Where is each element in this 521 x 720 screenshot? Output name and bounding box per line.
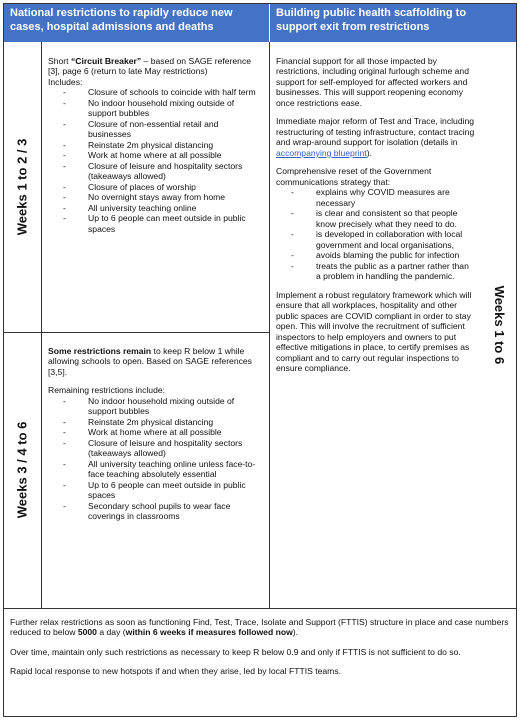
regulatory-framework-text: Implement a robust regulatory framework which will ensure that all workplaces, hospitality and other public spaces are COVID compliant in order to stay open. This will involve the recruitment of sufficient inspectors to help employers and owners to put effective mitigations in place, to certify premises as compliant and to carry out regular inspections to ensure compliance. [276, 289, 472, 374]
test-and-trace-text: Immediate major reform of Test and Trace, including restructuring of testing infrastructure, contact tracing and wrap-around support for isolation (details in accompanying blueprint). [276, 116, 475, 158]
list-item: - Reinstate 2m physical distancing [63, 417, 263, 427]
bottom-summary [4, 608, 516, 716]
phase2-list [48, 396, 263, 522]
maintain-restrictions-text: Over time, maintain only such restrictions as necessary to keep R below 0.9 and only if FTTIS is not sufficient to do so. [10, 646, 461, 657]
weeks-1-to-6-label-cell [482, 42, 516, 608]
list-item: - avoids blaming the public for infection [291, 250, 476, 260]
header-national-restrictions: National restrictions to rapidly reduce new cases, hospital admissions and deaths [4, 4, 270, 42]
communications-text: Comprehensive reset of the Government communications strategy that: [276, 166, 432, 187]
list-item: - Reinstate 2m physical distancing [63, 140, 263, 150]
list-item: - Closure of places of worship [63, 182, 263, 192]
phase1-cell [42, 42, 270, 332]
list-item: - No indoor household mixing outside of support bubbles [63, 396, 263, 417]
restrictions-table [3, 3, 517, 717]
phase2-cell [42, 332, 270, 608]
list-item: - Secondary school pupils to wear face coverings in classrooms [63, 501, 263, 522]
phase2-remaining: Remaining restrictions include: [48, 385, 166, 396]
list-item: - Closure of leisure and hospitality sectors (takeaways allowed) [63, 438, 263, 459]
list-item: - No indoor household mixing outside of support bubbles [63, 98, 263, 119]
scaffolding-cell [270, 42, 482, 608]
list-item: - Up to 6 people can meet outside in public spaces [63, 213, 263, 234]
phase1-list [48, 87, 263, 234]
list-item: - No overnight stays away from home [63, 192, 263, 202]
local-response-text: Rapid local response to new hotspots if and when they arise, led by local FTTIS teams. [10, 666, 342, 677]
list-item: - explains why COVID measures are necessary [291, 187, 476, 208]
list-item: - Up to 6 people can meet outside in public spaces [63, 480, 263, 501]
list-item: - Closure of non-essential retail and businesses [63, 119, 263, 140]
list-item: - is clear and consistent so that people know precisely what they need to do. [291, 208, 476, 229]
phase2-label: Weeks 3 / 4 to 6 [14, 421, 30, 519]
accompanying-blueprint-link[interactable]: accompanying blueprint [276, 147, 367, 158]
list-item: - All university teaching online unless face-to-face teaching absolutely essential [63, 459, 263, 480]
communications-list [276, 187, 476, 281]
relax-restrictions-text: Further relax restrictions as soon as functioning Find, Test, Trace, Isolate and Support (FTTIS) structure in place and case numbers reduced to below 5000 a day (within 6 weeks if measures followed now). [10, 617, 509, 638]
phase1-intro: Short “Circuit Breaker” – based on SAGE reference [3], page 6 (return to late May restrictions) [48, 56, 252, 77]
list-item: - Closure of schools to coincide with half term [63, 87, 263, 97]
phase1-label: Weeks 1 to 2 / 3 [14, 138, 30, 236]
list-item: - Closure of leisure and hospitality sectors (takeaways allowed) [63, 161, 263, 182]
list-item: - All university teaching online [63, 203, 263, 213]
list-item: - Work at home where at all possible [63, 427, 263, 437]
phase1-label-cell [4, 42, 42, 332]
financial-support-text: Financial support for all those impacted by restrictions, including original furlough scheme and support for self-employed for affected workers and businesses. This will support reopening economy once restrictions ease. [276, 56, 469, 108]
phase2-intro: Some restrictions remain to keep R below 1 while allowing schools to open. Based on SAGE references [3,5]. [48, 346, 252, 377]
list-item: - Work at home where at all possible [63, 150, 263, 160]
weeks-1-to-6-label: Weeks 1 to 6 [491, 285, 507, 365]
list-item: - treats the public as a partner rather than a problem in handling the pandemic. [291, 261, 476, 282]
list-item: - is developed in collaboration with local government and local organisations, [291, 229, 476, 250]
phase1-includes: Includes: [48, 76, 83, 87]
header-public-health-scaffolding: Building public health scaffolding to support exit from restrictions [270, 4, 516, 42]
phase2-label-cell [4, 332, 42, 608]
